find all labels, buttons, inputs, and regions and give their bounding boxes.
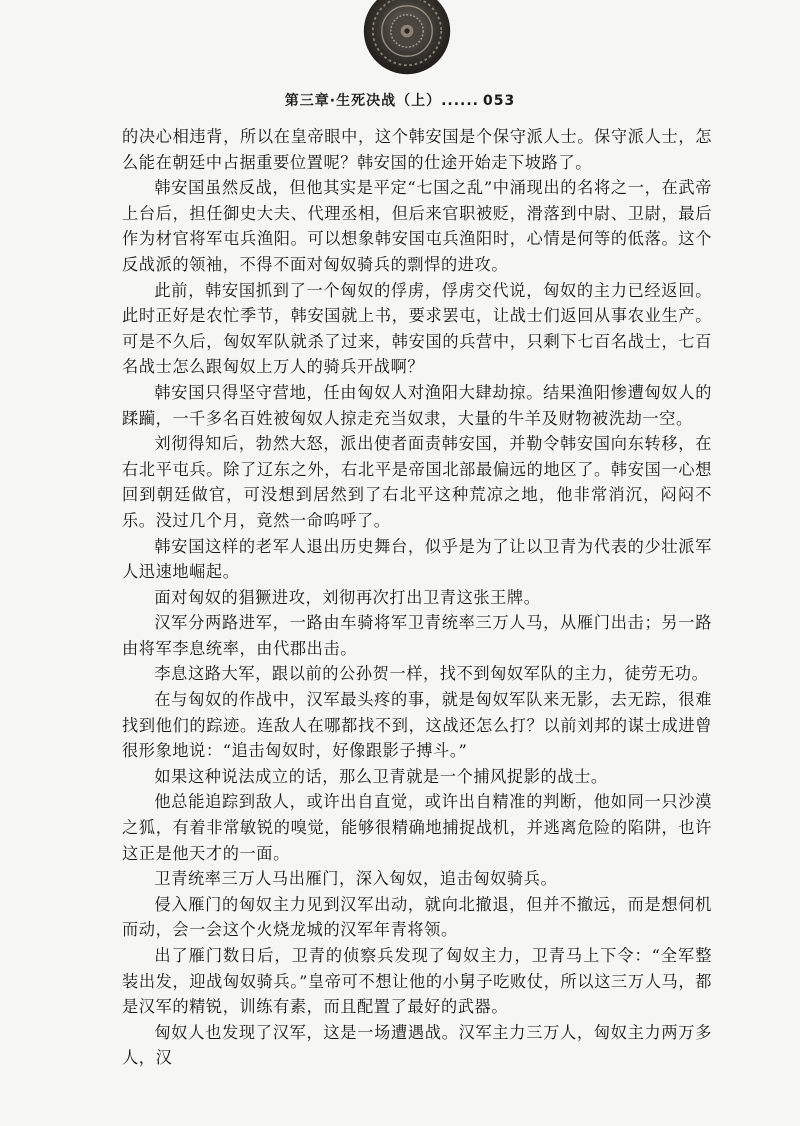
paragraph-3: 此前，韩安国抓到了一个匈奴的俘虏，俘虏交代说，匈奴的主力已经返回。此时正好是农忙季节，韩安国就上书，要求罢屯，让战士们返回从事农业生产。可是不久后，匈奴军队就杀了过来，韩安国的兵营中，只剩下七百名战士，七百名战士怎么跟匈奴上万人的骑兵开战啊？: [122, 280, 712, 377]
page-number: 053: [483, 93, 516, 109]
paragraph-1: 的决心相违背，所以在皇帝眼中，这个韩安国是个保守派人士。保守派人士，怎么能在朝廷中占据重要位置呢？韩安国的仕途开始走下坡路了。: [122, 127, 712, 172]
bronze-mirror-icon: [362, 0, 452, 76]
paragraph-9: 李息这路大军，跟以前的公孙贺一样，找不到匈奴军队的主力，徒劳无功。: [154, 664, 709, 684]
paragraph-10: 在与匈奴的作战中，汉军最头疼的事，就是匈奴军队来无影，去无踪，很难找到他们的踪迹。连敌人在哪都找不到，这战还怎么打？以前刘邦的谋士成进曾很形象地说：“追击匈奴时，好像跟影子搏斗。”: [122, 690, 712, 761]
paragraph-5: 刘彻得知后，勃然大怒，派出使者面责韩安国，并勒令韩安国向东转移，在右北平屯兵。除了辽东之外，右北平是帝国北部最偏远的地区了。韩安国一心想回到朝廷做官，可没想到居然到了右北平这种荒凉之地，他非常消沉，闷闷不乐。没过几个月，竟然一命呜呼了。: [122, 434, 712, 530]
running-header: [0, 90, 800, 110]
paragraph-6: 韩安国这样的老军人退出历史舞台，似乎是为了让以卫青为代表的少壮派军人迅速地崛起。: [122, 536, 712, 582]
paragraph-11: 如果这种说法成立的话，那么卫青就是一个捕风捉影的战士。: [154, 766, 608, 786]
body-text: [122, 124, 712, 1071]
paragraph-4: 韩安国只得坚守营地，任由匈奴人对渔阳大肆劫掠。结果渔阳惨遭匈奴人的蹂躏，一千多名百姓被匈奴人掠走充当奴隶，大量的牛羊及财物被洗劫一空。: [122, 382, 712, 428]
paragraph-7: 面对匈奴的猖獗进攻，刘彻再次打出卫青这张王牌。: [154, 587, 541, 607]
running-title: 第三章·生死决战（上）......: [284, 93, 479, 109]
paragraph-14: 侵入雁门的匈奴主力见到汉军出动，就向北撤退，但并不撤远，而是想伺机而动，会一会这个火烧龙城的汉军年青将领。: [122, 894, 712, 940]
paragraph-15: 出了雁门数日后，卫青的侦察兵发现了匈奴主力，卫青马上下令：“全军整装出发，迎战匈奴骑兵。”皇帝可不想让他的小舅子吃败仗，所以这三万人马，都是汉军的精锐，训练有素，而且配置了最好的武器。: [122, 946, 712, 1017]
paragraph-12: 他总能追踪到敌人，或许出自直觉，或许出自精准的判断，他如同一只沙漠之狐，有着非常敏锐的嗅觉，能够很精确地捕捉战机，并逃离危险的陷阱，也许这正是他天才的一面。: [122, 792, 712, 863]
paragraph-2: 韩安国虽然反战，但他其实是平定“七国之乱”中涌现出的名将之一，在武帝上台后，担任御史大夫、代理丞相，但后来官职被贬，滑落到中尉、卫尉，最后作为材官将军屯兵渔阳。可以想象韩安国屯兵渔阳时，心情是何等的低落。这个反战派的领袖，不得不面对匈奴骑兵的剽悍的进攻。: [122, 178, 712, 274]
paragraph-13: 卫青统率三万人马出雁门，深入匈奴，追击匈奴骑兵。: [154, 869, 558, 889]
paragraph-16: 匈奴人也发现了汉军，这是一场遭遇战。汉军主力三万人，匈奴主力两万多人，汉: [122, 1022, 712, 1068]
paragraph-8: 汉军分两路进军，一路由车骑将军卫青统率三万人马，从雁门出击；另一路由将军李息统率，由代郡出击。: [122, 613, 712, 658]
